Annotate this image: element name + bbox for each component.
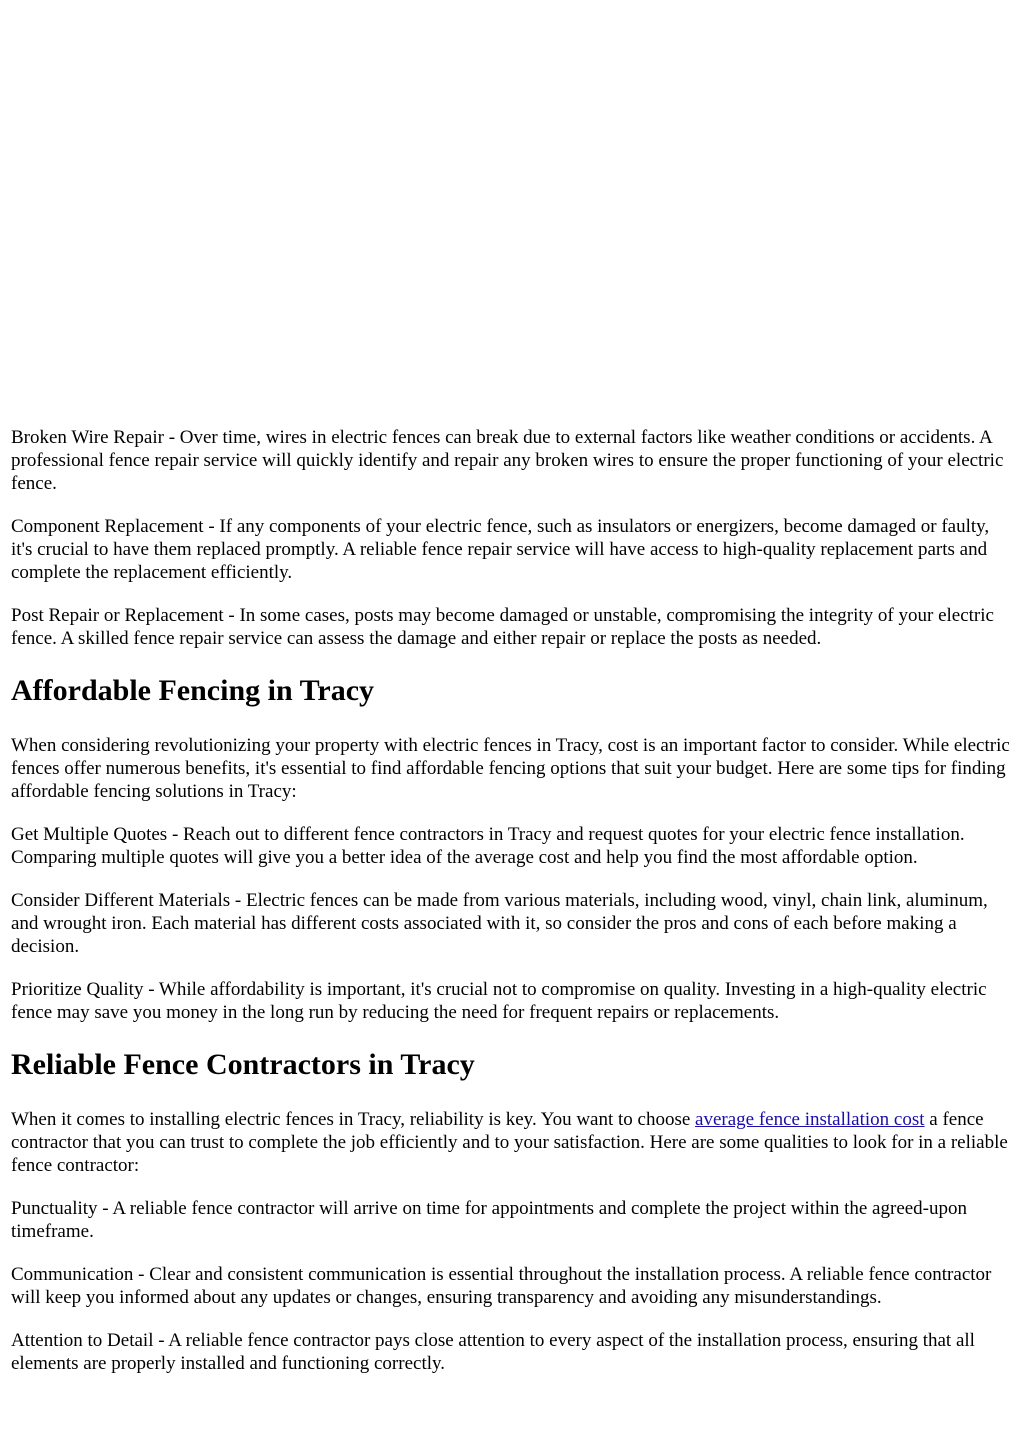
paragraph-punctuality: Punctuality - A reliable fence contractor will arrive on time for appointments and complete the project within the agreed-upon timeframe. bbox=[11, 1198, 968, 1242]
heading-reliable-contractors: Reliable Fence Contractors in Tracy bbox=[11, 1048, 475, 1081]
paragraph-different-materials: Consider Different Materials - Electric fences can be made from various materials, including wood, vinyl, chain link, aluminum, and wrought iron. Each material has different costs associated with it, so consider the pros and cons of each before making a decision. bbox=[11, 890, 988, 957]
paragraph-communication: Communication - Clear and consistent communication is essential throughout the installation process. A reliable fence contractor will keep you informed about any updates or changes, ensuring transparency and avoiding any misunderstandings. bbox=[11, 1264, 992, 1308]
paragraph-broken-wire-repair: Broken Wire Repair - Over time, wires in electric fences can break due to external factors like weather conditions or accidents. A professional fence repair service will quickly identify and repair any broken wires to ensure the proper functioning of your electric fence. bbox=[11, 427, 1004, 494]
paragraph-reliable-intro bbox=[11, 1108, 1015, 1177]
document-content bbox=[11, 426, 1015, 1395]
paragraph-multiple-quotes: Get Multiple Quotes - Reach out to different fence contractors in Tracy and request quotes for your electric fence installation. Comparing multiple quotes will give you a better idea of the average cost and help you find the most affordable option. bbox=[11, 824, 965, 868]
intro-text-before-link: When it comes to installing electric fences in Tracy, reliability is key. You want to choose bbox=[11, 1109, 696, 1130]
intro-text-after-link: a fence contractor that you can trust to complete the job efficiently and to your satisfaction. Here are some qualities to look for in a reliable fence contractor: bbox=[11, 1109, 1008, 1176]
heading-affordable-fencing: Affordable Fencing in Tracy bbox=[11, 674, 375, 707]
paragraph-component-replacement: Component Replacement - If any components of your electric fence, such as insulators or energizers, become damaged or faulty, it's crucial to have them replaced promptly. A reliable fence repair service will have access to high-quality replacement parts and complete the replacement efficiently. bbox=[11, 516, 990, 583]
average-fence-installation-cost-link[interactable]: average fence installation cost bbox=[695, 1109, 925, 1130]
paragraph-affordable-intro: When considering revolutionizing your property with electric fences in Tracy, cost is an important factor to consider. While electric fences offer numerous benefits, it's essential to find affordable fencing options that suit your budget. Here are some tips for finding affordable fencing solutions in Tracy: bbox=[11, 735, 1010, 802]
paragraph-prioritize-quality: Prioritize Quality - While affordability is important, it's crucial not to compromise on quality. Investing in a high-quality electric fence may save you money in the long run by reducing the need for frequent repairs or replacements. bbox=[11, 979, 987, 1023]
paragraph-attention-to-detail: Attention to Detail - A reliable fence contractor pays close attention to every aspect of the installation process, ensuring that all elements are properly installed and functioning correctly. bbox=[11, 1330, 975, 1374]
paragraph-post-repair: Post Repair or Replacement - In some cases, posts may become damaged or unstable, compromising the integrity of your electric fence. A skilled fence repair service can assess the damage and either repair or replace the posts as needed. bbox=[11, 605, 994, 649]
